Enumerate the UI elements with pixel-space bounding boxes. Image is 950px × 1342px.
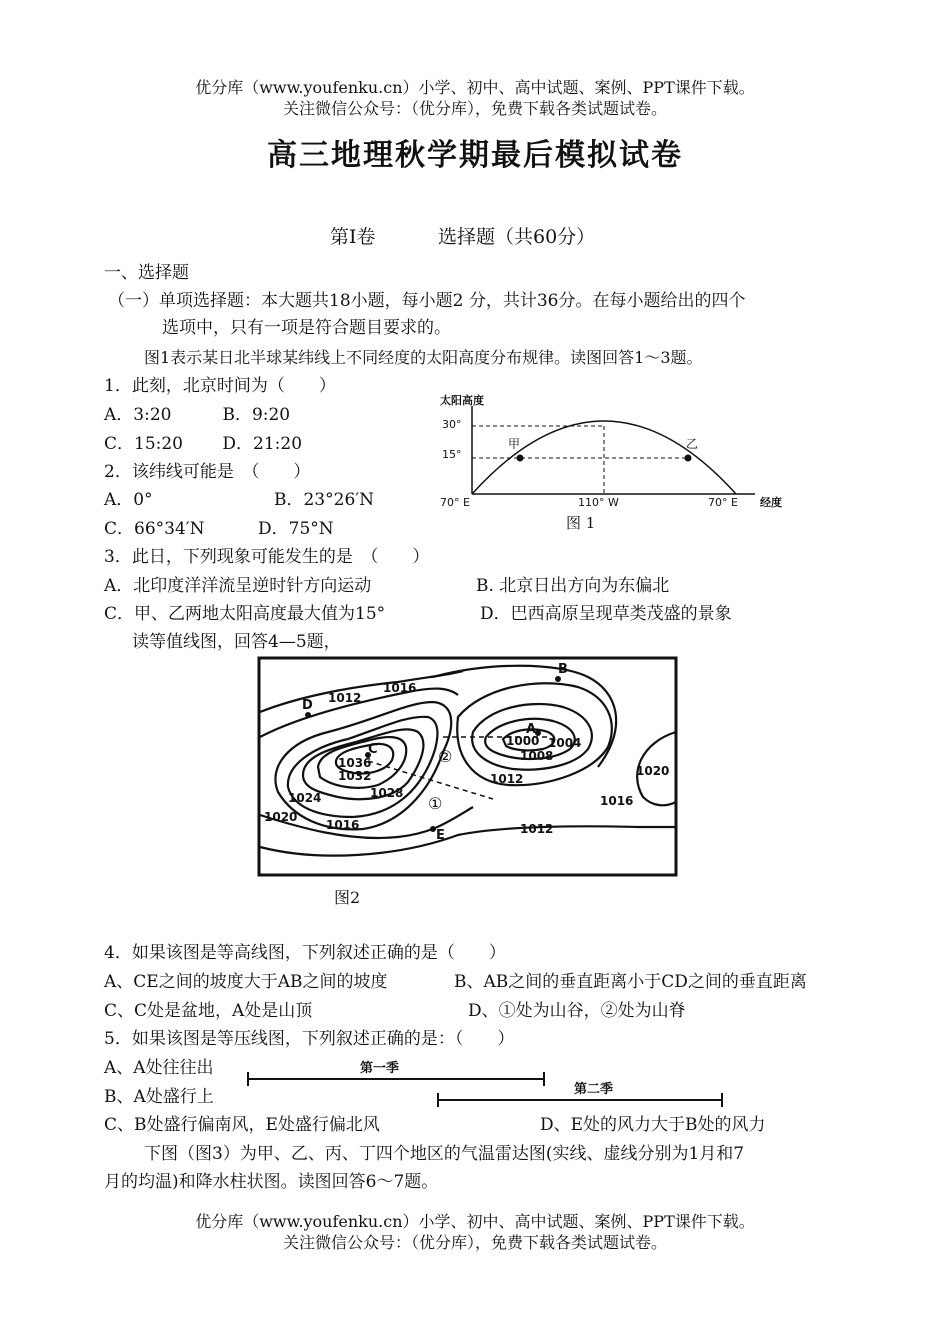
overlay-background [220,1052,740,1114]
instruction-line-2: 选项中，只有一项是符合题目要求的。 [162,318,451,338]
fig2-label-1012c: 1012 [490,772,524,786]
header-line-2: 关注微信公众号：（优分库），免费下载各类试题试卷。 [282,99,667,118]
q1-stem: 1．此刻，北京时间为（ ） [104,376,336,396]
intro-figure-2: 读等值线图，回答4—5题， [132,632,341,652]
q4-stem: 4．如果该图是等高线图，下列叙述正确的是（ ） [104,943,506,963]
q5-option-b: B、A处盛行上 [104,1087,214,1107]
fig1-point-yi: 乙 [686,437,699,451]
fig1-y30: 30° [442,418,462,431]
fig1-y15: 15° [442,448,462,461]
section-heading: 一、选择题 [104,263,189,283]
page-title: 高三地理秋学期最后模拟试卷 [267,138,683,173]
fig1-xlabel: 经度 [760,496,782,509]
fig1-x-mid: 110° W [578,496,619,509]
q4-option-a: A、CE之间的坡度大于AB之间的坡度 [104,972,388,992]
intro-figure-1: 图1表示某日北半球某纬线上不同经度的太阳高度分布规律。读图回答1～3题。 [144,348,703,367]
fig2-label-1000: 1000 [506,734,540,748]
q4-option-c: C、C处是盆地，A处是山顶 [104,1001,313,1021]
instruction-line-1: （一）单项选择题：本大题共18小题，每小题2 分，共计36分。在每小题给出的四个 [108,291,746,311]
fig1-x-left: 70° E [440,496,470,509]
fig2-label-1024: 1024 [288,791,322,805]
q4-option-d: D、①处为山谷，②处为山脊 [468,1001,686,1021]
header-line-1: 优分库（www.youfenku.cn）小学、初中、高中试题、案例、PPT课件下载。 [195,78,755,97]
fig2-label-1008: 1008 [520,749,554,763]
q2-option-d: D．75°N [258,519,334,539]
q3-stem: 3．此日，下列现象可能发生的是 （ ） [104,547,430,567]
q1-options-ab: A．3:20 B．9:20 [104,405,291,425]
fig2-label-1012b: 1012 [520,822,554,836]
fig1-caption: 图 1 [566,514,596,532]
footer-line-1: 优分库（www.youfenku.cn）小学、初中、高中试题、案例、PPT课件下载。 [195,1212,755,1231]
figure-2-contour-map [258,657,678,877]
q2-option-b: B．23°26′N [274,490,374,510]
fig1-marker-yi [685,455,692,462]
fig2-point-C: C [368,742,378,757]
q3-option-b: B. 北京日出方向为东偏北 [476,576,670,596]
fig2-label-1004: 1004 [548,736,582,750]
fig1-marker-jia [517,455,524,462]
fig1-point-jia: 甲 [508,437,521,451]
fig1-x-right: 70° E [708,496,738,509]
fig2-label-1020b: 1020 [636,764,670,778]
fig2-label-1016c: 1016 [600,794,634,808]
intro-figure-3-line-2: 月的均温)和降水柱状图。读图回答6～7题。 [104,1172,439,1192]
q2-stem: 2．该纬线可能是 （ ） [104,462,311,482]
fig2-caption: 图2 [334,888,361,907]
q5-stem: 5．如果该图是等压线图，下列叙述正确的是：（ ） [104,1029,515,1049]
season-overlay [220,1052,740,1114]
figure-1 [430,390,810,535]
fig2-frame [259,658,676,875]
fig1-ylabel: 太阳高度 [440,394,484,407]
q2-option-a: A．0° [104,490,153,510]
fig2-label-1016b: 1016 [326,818,360,832]
season1-label: 第一季 [360,1061,400,1076]
season2-label: 第二季 [574,1082,614,1097]
fig2-point-1: ① [428,794,443,813]
q1-options-cd: C．15:20 D．21:20 [104,434,303,454]
fig2-label-1020a: 1020 [264,810,298,824]
fig2-label-1036: 1036 [338,756,372,770]
fig2-point-E: E [436,828,445,843]
q3-option-d: D．巴西高原呈现草类茂盛的景象 [480,604,732,624]
fig2-label-1028: 1028 [370,786,404,800]
fig2-point-D: D [302,698,313,713]
part-label: 第Ⅰ卷 [330,226,376,248]
fig2-label-1012a: 1012 [328,691,362,705]
intro-figure-3-line-1: 下图（图3）为甲、乙、丙、丁四个地区的气温雷达图(实线、虚线分别为1月和7 [144,1144,745,1164]
fig2-label-1032: 1032 [338,769,372,783]
fig2-point-A: A [526,722,537,737]
q5-option-a: A、A处往往出 [104,1058,214,1078]
footer-line-2: 关注微信公众号：（优分库），免费下载各类试题试卷。 [282,1233,667,1252]
fig2-label-1016a: 1016 [383,681,417,695]
q3-option-c: C．甲、乙两地太阳高度最大值为15° [104,604,386,624]
fig2-point-2: ② [438,747,453,766]
fig2-point-B: B [558,662,568,677]
part-subtitle: 选择题（共60分） [438,226,596,248]
q5-option-c: C、B处盛行偏南风，E处盛行偏北风 [104,1115,380,1135]
q5-option-d: D、E处的风力大于B处的风力 [540,1115,766,1135]
q3-option-a: A．北印度洋洋流呈逆时针方向运动 [104,576,372,596]
q4-option-b: B、AB之间的垂直距离小于CD之间的垂直距离 [454,972,807,992]
q2-option-c: C．66°34′N [104,519,205,539]
